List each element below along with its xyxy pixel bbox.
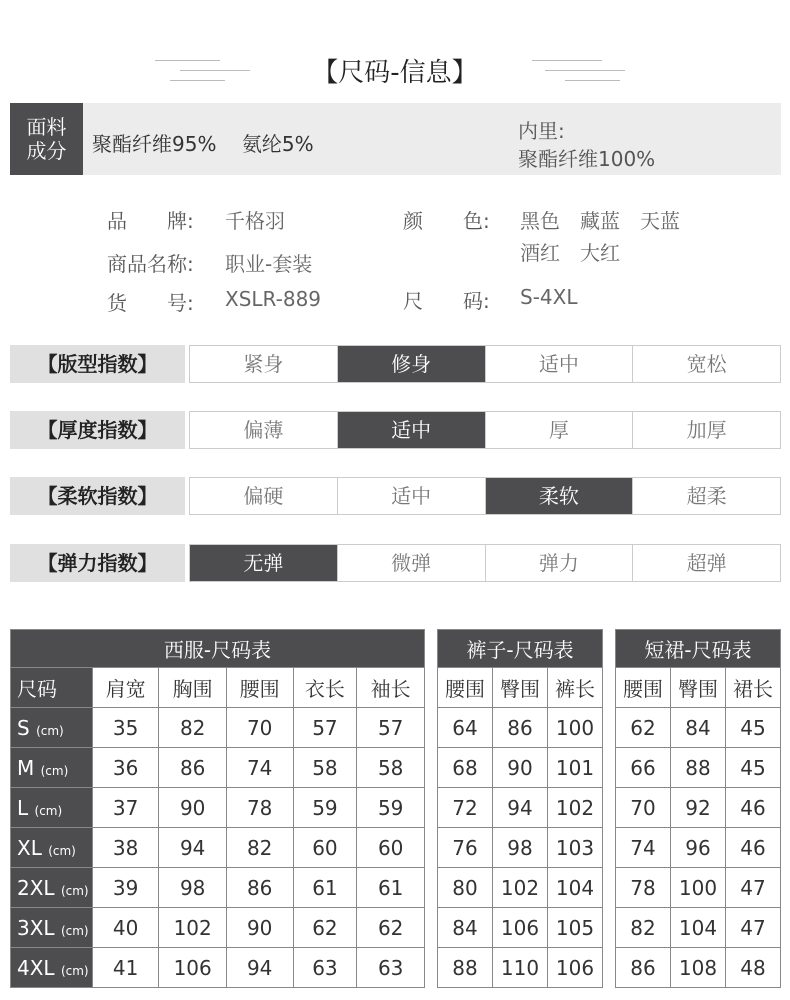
table-cell: 36 [92,748,159,788]
table-cell: 68 [438,748,493,788]
table-cell: 45 [726,748,781,788]
table-cell: 86 [616,948,671,988]
table-cell: 86 [159,748,226,788]
table-row [616,948,781,988]
size-cell [11,908,93,948]
suit-header-cell: 胸围 [159,668,226,708]
index-option: 适中 [486,346,634,382]
name-label: 商品名称: [107,252,194,276]
size-label: 尺 码: [403,289,490,313]
table-row [616,868,781,908]
size-cell [11,868,93,908]
index-label: 【版型指数】 [10,345,185,383]
size-name: 2XL [17,875,55,900]
table-cell: 78 [226,788,293,828]
table-cell: 82 [616,908,671,948]
pants-header-cell: 腰围 [438,668,493,708]
table-cell: 61 [293,868,357,908]
lining-value: 聚酯纤维100% [518,147,656,171]
size-unit: (cm) [60,883,89,898]
table-cell: 90 [493,748,548,788]
table-row [438,788,603,828]
table-cell: 46 [726,788,781,828]
table-cell: 62 [293,908,357,948]
size-unit: (cm) [60,963,89,978]
index-option: 厚 [486,412,634,448]
skirt-size-table [615,629,781,988]
table-cell: 84 [438,908,493,948]
table-cell: 61 [357,868,425,908]
index-option-selected: 修身 [338,346,486,382]
size-unit: (cm) [36,723,64,738]
table-cell: 41 [92,948,159,988]
index-option: 适中 [338,478,486,514]
table-cell: 100 [548,708,603,748]
table-cell: 62 [616,708,671,748]
table-cell: 86 [226,868,293,908]
suit-header-cell: 衣长 [293,668,357,708]
color-label: 颜 色: [403,209,490,233]
size-unit: (cm) [48,843,76,858]
brand-value: 千格羽 [225,209,285,233]
table-cell: 74 [616,828,671,868]
table-row [438,828,603,868]
table-cell: 86 [493,708,548,748]
index-options [189,345,781,383]
table-cell: 59 [357,788,425,828]
table-cell: 70 [226,708,293,748]
table-cell: 74 [226,748,293,788]
size-name: M [17,755,35,780]
table-row [438,948,603,988]
suit-header-cell: 肩宽 [92,668,159,708]
table-cell: 39 [92,868,159,908]
size-cell [11,828,93,868]
suit-header-cell: 尺码 [11,668,93,708]
table-cell: 38 [92,828,159,868]
item-label: 货 号: [107,291,194,315]
table-cell: 82 [159,708,226,748]
table-cell: 40 [92,908,159,948]
size-unit: (cm) [60,923,89,938]
table-cell: 78 [616,868,671,908]
table-cell: 94 [226,948,293,988]
table-cell: 101 [548,748,603,788]
table-row [616,828,781,868]
table-cell: 70 [616,788,671,828]
table-cell: 102 [548,788,603,828]
table-cell: 80 [438,868,493,908]
pants-table-title: 裤子-尺码表 [438,630,603,668]
size-unit: (cm) [40,763,69,778]
table-cell: 76 [438,828,493,868]
table-row [11,908,425,948]
table-cell: 66 [616,748,671,788]
table-cell: 104 [548,868,603,908]
fabric-label-line2: 成分 [26,139,67,163]
table-row [438,748,603,788]
size-name: XL [17,835,42,860]
index-option: 偏薄 [190,412,338,448]
size-cell [11,748,93,788]
suit-size-table [10,629,425,988]
table-cell: 63 [357,948,425,988]
fabric-label [10,103,83,175]
index-option: 超柔 [686,484,727,508]
table-cell: 106 [548,948,603,988]
fabric-main: 聚酯纤维95% 氨纶5% [92,132,314,156]
table-row [11,868,425,908]
index-options [189,477,781,515]
table-cell: 94 [159,828,226,868]
index-option: 紧身 [190,346,338,382]
index-option: 微弹 [338,545,486,581]
table-cell: 103 [548,828,603,868]
index-option: 宽松 [686,352,727,376]
size-name: 3XL [17,915,55,940]
item-value: XSLR-889 [225,287,322,311]
skirt-header-cell: 裙长 [726,668,781,708]
table-row [11,788,425,828]
size-name: 4XL [17,955,55,980]
title-deco-right-2 [545,70,625,71]
index-option: 超弹 [686,551,727,575]
table-cell: 60 [357,828,425,868]
suit-header-cell: 袖长 [357,668,425,708]
pants-header-cell: 裤长 [548,668,603,708]
index-label: 【厚度指数】 [10,411,185,449]
table-row [438,708,603,748]
table-cell: 57 [293,708,357,748]
skirt-table-title: 短裙-尺码表 [616,630,781,668]
table-cell: 58 [293,748,357,788]
table-cell: 59 [293,788,357,828]
lining-label: 内里: [518,119,565,143]
table-cell: 63 [293,948,357,988]
index-option: 加厚 [686,418,727,442]
table-cell: 48 [726,948,781,988]
table-cell: 58 [357,748,425,788]
pants-size-table [437,629,603,988]
table-cell: 60 [293,828,357,868]
skirt-header-cell: 臀围 [671,668,726,708]
table-row [616,748,781,788]
brand-label: 品 牌: [107,209,194,233]
title-deco-left-1 [155,60,220,61]
table-cell: 94 [493,788,548,828]
table-cell: 47 [726,868,781,908]
title-deco-left-3 [170,80,225,81]
pants-header-cell: 臀围 [493,668,548,708]
size-name: S [17,715,30,740]
page-title: 【尺码-信息】 [312,58,478,88]
name-value: 职业-套装 [225,252,313,276]
table-row [11,748,425,788]
colors-line2: 酒红 大红 [520,241,620,265]
table-cell: 104 [671,908,726,948]
table-cell: 106 [493,908,548,948]
table-cell: 62 [357,908,425,948]
table-cell: 98 [493,828,548,868]
size-cell [11,708,93,748]
table-row [11,828,425,868]
title-deco-right-3 [565,80,620,81]
title-deco-left-2 [180,70,250,71]
table-cell: 64 [438,708,493,748]
table-row [616,908,781,948]
size-cell [11,788,93,828]
fabric-label-line1: 面料 [26,115,67,139]
skirt-header-cell: 腰围 [616,668,671,708]
suit-header-cell: 腰围 [226,668,293,708]
table-cell: 82 [226,828,293,868]
colors-line1: 黑色 藏蓝 天蓝 [520,209,680,233]
index-label: 【弹力指数】 [10,544,185,582]
table-cell: 90 [226,908,293,948]
table-cell: 106 [159,948,226,988]
index-option: 弹力 [486,545,634,581]
index-option: 偏硬 [190,478,338,514]
table-cell: 108 [671,948,726,988]
table-row [616,788,781,828]
size-cell [11,948,93,988]
table-cell: 84 [671,708,726,748]
table-cell: 88 [438,948,493,988]
table-cell: 35 [92,708,159,748]
size-name: L [17,795,29,820]
table-cell: 45 [726,708,781,748]
index-label: 【柔软指数】 [10,477,185,515]
table-row [11,948,425,988]
table-cell: 57 [357,708,425,748]
suit-table-title: 西服-尺码表 [11,630,425,668]
table-cell: 102 [493,868,548,908]
table-row [438,908,603,948]
table-cell: 100 [671,868,726,908]
table-cell: 88 [671,748,726,788]
size-unit: (cm) [34,803,63,818]
size-range: S-4XL [520,285,578,309]
table-cell: 98 [159,868,226,908]
table-cell: 92 [671,788,726,828]
table-cell: 47 [726,908,781,948]
table-cell: 110 [493,948,548,988]
table-cell: 72 [438,788,493,828]
table-cell: 105 [548,908,603,948]
table-cell: 37 [92,788,159,828]
table-cell: 90 [159,788,226,828]
table-cell: 46 [726,828,781,868]
table-cell: 102 [159,908,226,948]
table-row [616,708,781,748]
index-option-selected: 适中 [338,412,486,448]
index-option-selected: 柔软 [486,478,634,514]
index-option-selected: 无弹 [190,545,338,581]
table-row [438,868,603,908]
table-cell: 96 [671,828,726,868]
index-options [189,544,781,582]
index-options [189,411,781,449]
table-row [11,708,425,748]
title-deco-right-1 [532,60,602,61]
